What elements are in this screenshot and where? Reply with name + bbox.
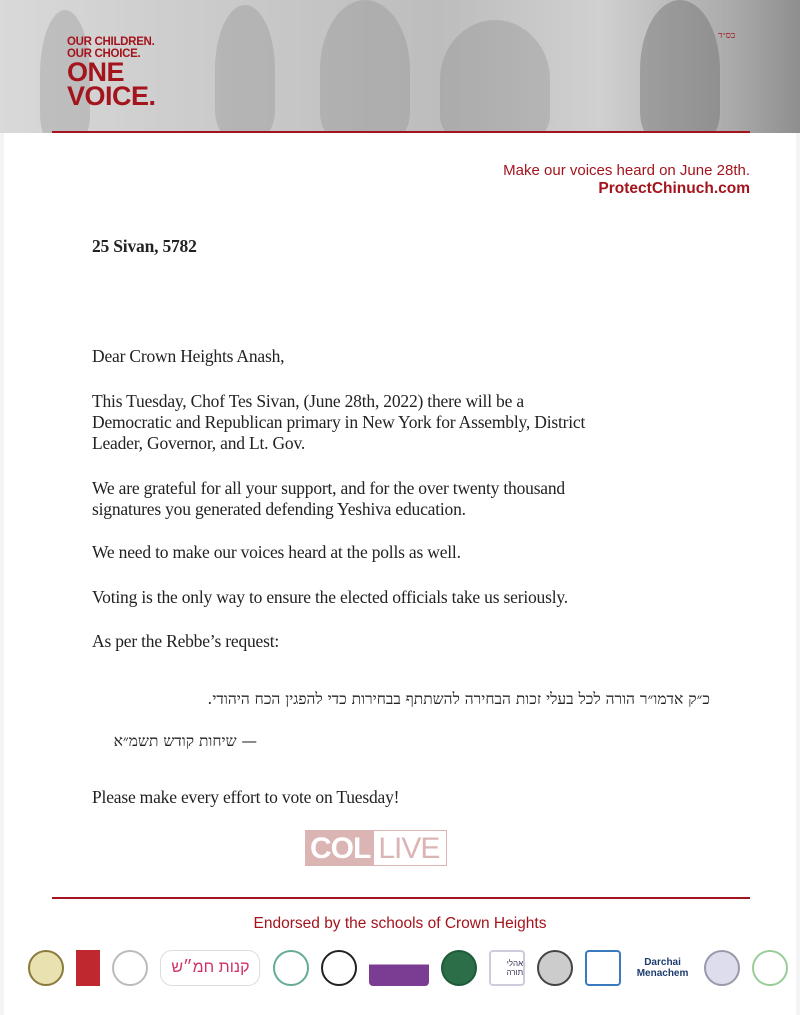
school-logo-icon [704, 950, 740, 986]
school-logo-icon [321, 950, 357, 986]
collive-watermark [305, 830, 447, 866]
paragraph-line: Leader, Governor, and Lt. Gov. [92, 433, 306, 453]
divider [52, 897, 750, 899]
slogan-big: ONE [67, 57, 125, 87]
paragraph-line: Democratic and Republican primary in New York for Assembly, District [92, 412, 586, 432]
school-logo-icon [76, 950, 100, 986]
watermark-col: COL [306, 831, 374, 865]
paragraph: As per the Rebbe’s request: [92, 631, 280, 651]
hebrew-quote: כ״ק אדמו״ר הורה לכל בעלי זכות הבחירה להשתתף בבחירות כדי להפגין הכח היהודי. [207, 690, 710, 708]
school-logos [28, 946, 788, 990]
website-link[interactable]: ProtectChinuch.com [598, 180, 750, 197]
cta-text: Make our voices heard on June 28th. [503, 162, 750, 179]
slogan-big: VOICE. [67, 81, 156, 111]
paragraph-line: This Tuesday, Chof Tes Sivan, (June 28th, 2022) there will be a [92, 391, 524, 411]
watermark-live: LIVE [378, 832, 440, 865]
paragraph-line: We are grateful for all your support, and for the over twenty thousand [92, 478, 565, 498]
crown-logo-icon [369, 950, 429, 986]
school-logo-icon [752, 950, 788, 986]
header-banner [0, 0, 800, 133]
closing-line: Please make every effort to vote on Tuesday! [92, 787, 400, 807]
paragraph: We need to make our voices heard at the polls as well. [92, 542, 461, 562]
divider [52, 131, 750, 133]
school-logo-icon [273, 950, 309, 986]
school-logo-kinos-chamesh: קנות חמ״ש [160, 950, 260, 986]
paragraph: Voting is the only way to ensure the elected officials take us seriously. [92, 587, 568, 607]
quote-source: — שיחות קודש תשמ״א [113, 732, 257, 750]
slogan-line: OUR CHOICE. [67, 48, 141, 60]
school-logo-icon [28, 950, 64, 986]
slogan-logo [67, 36, 156, 111]
letter-date: 25 Sivan, 5782 [92, 236, 197, 256]
endorsed-heading: Endorsed by the schools of Crown Heights [253, 915, 547, 932]
bsd-mark: בס״ד [718, 31, 736, 41]
school-logo-darchai-menachem: Darchai Menachem [636, 957, 689, 979]
school-logo-icon [537, 950, 573, 986]
school-logo-icon [112, 950, 148, 986]
slogan-line: OUR CHILDREN. [67, 36, 155, 48]
greeting: Dear Crown Heights Anash, [92, 346, 285, 366]
school-logo-icon [585, 950, 621, 986]
school-logo-ohalei-torah: אהלי תורה [489, 950, 525, 986]
paragraph-line: signatures you generated defending Yeshiva education. [92, 499, 466, 519]
school-logo-icon [441, 950, 477, 986]
